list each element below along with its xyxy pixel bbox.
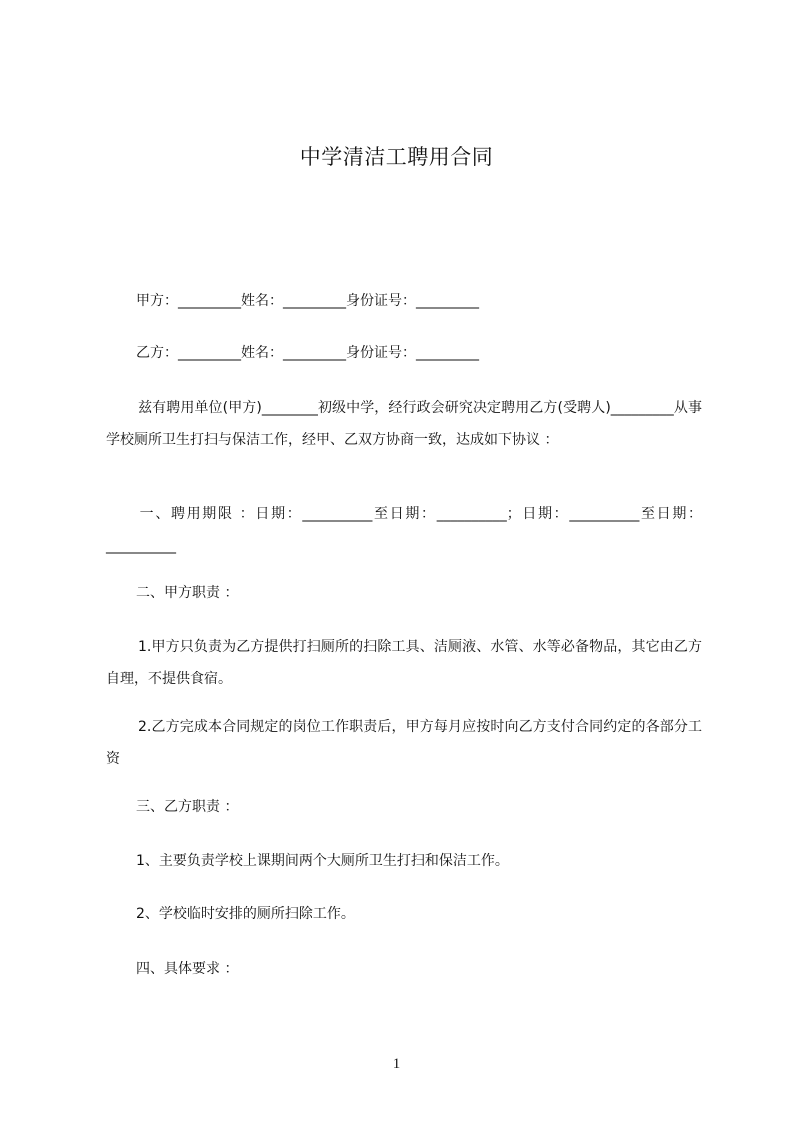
section-3-heading: 三、乙方职责 ： [136,799,239,815]
party-a-line: 甲方：_________姓名：_________身份证号：_________ [136,293,479,309]
section-3-item-1: 1、主要负责学校上课期间两个大厕所卫生打扫和保洁工作。 [136,853,509,869]
section-2-item-2 [106,711,702,775]
section-4-heading: 四、具体要求 ： [136,961,239,977]
section-2-item-2-text: 2.乙方完成本合同规定的岗位工作职责后，甲方每月应按时向乙方支付合同约定的各部分工资 [106,719,702,767]
party-b-line: 乙方：_________姓名：_________身份证号：_________ [136,345,479,361]
preamble-text: 兹有聘用单位(甲方)________初级中学，经行政会研究决定聘用乙方(受聘人)_________从事学校厕所卫生打扫与保洁工作，经甲、乙双方协商一致，达成如下协议 ： [106,400,702,448]
section-2-item-1-text: 1.甲方只负责为乙方提供打扫厕所的扫除工具、洁厕液、水管、水等必备物品，其它由乙方自理，不提供食宿。 [106,639,702,687]
section-2-heading: 二、甲方职责 ： [136,585,239,601]
section-1-text: 一、聘用期限 ：日期：__________至日期：__________；日期：__________至日期：__________ [106,506,702,554]
section-1-paragraph [106,498,702,562]
preamble-paragraph [106,392,702,456]
section-2-item-1 [106,631,702,695]
page-number: 1 [392,1056,401,1072]
section-3-item-2: 2、学校临时安排的厕所扫除工作。 [136,906,355,922]
document-title: 中学清洁工聘用合同 [299,145,494,169]
